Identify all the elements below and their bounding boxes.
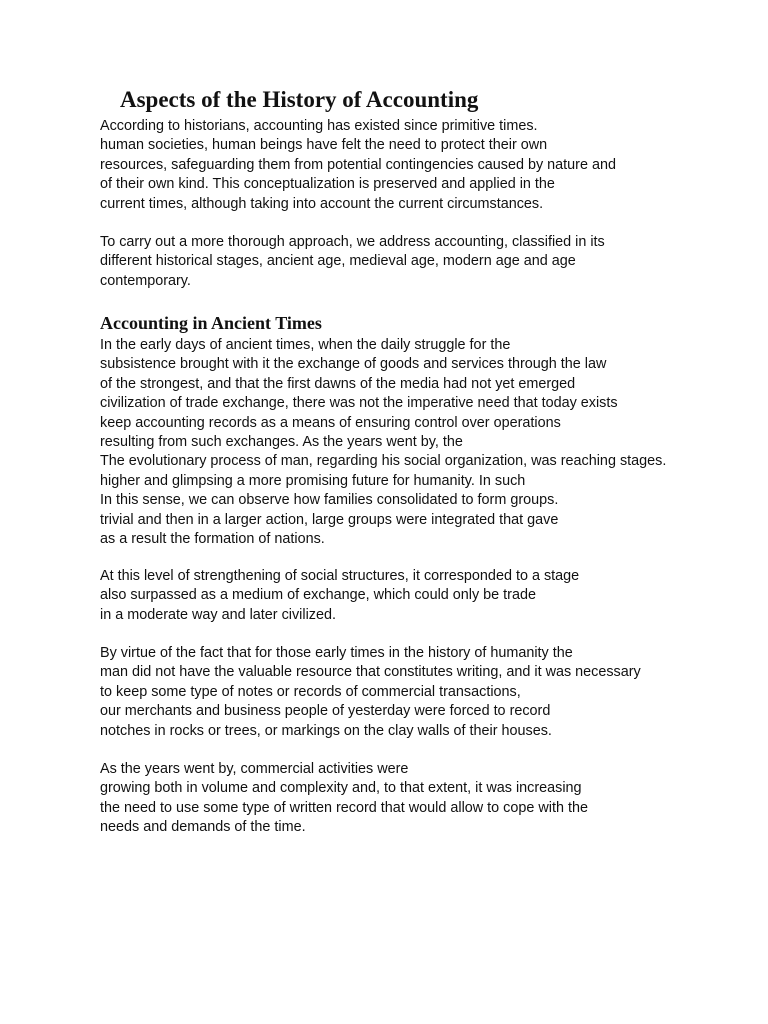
text-line: trivial and then in a larger action, large groups were integrated that gave [100, 511, 559, 528]
text-line: needs and demands of the time. [100, 819, 306, 836]
text-line: our merchants and business people of yesterday were forced to record [100, 703, 551, 720]
text-line: contemporary. [100, 272, 191, 289]
text-line: keep accounting records as a means of ensuring control over operations [100, 414, 561, 431]
section-heading-ancient-times: Accounting in Ancient Times [100, 313, 322, 333]
text-line: resulting from such exchanges. As the years went by, the [100, 434, 463, 451]
document-title: Aspects of the History of Accounting [120, 87, 479, 112]
text-line: As the years went by, commercial activities were [100, 761, 409, 777]
text-line: By virtue of the fact that for those early times in the history of humanity the [100, 645, 573, 661]
text-line: of the strongest, and that the first dawns of the media had not yet emerged [100, 375, 576, 392]
text-line: also surpassed as a medium of exchange, which could only be trade [100, 587, 536, 604]
text-line: growing both in volume and complexity and, to that extent, it was increasing [100, 780, 582, 797]
text-line: notches in rocks or trees, or markings on the clay walls of their houses. [100, 722, 552, 739]
text-line: At this level of strengthening of social structures, it corresponded to a stage [100, 568, 580, 584]
text-line: resources, safeguarding them from potential contingencies caused by nature and [100, 156, 616, 173]
text-line: civilization of trade exchange, there was not the imperative need that today exists [100, 395, 618, 412]
text-line: different historical stages, ancient age, medieval age, modern age and age [100, 253, 576, 270]
intro-paragraph-1 [100, 117, 616, 214]
text-line: In the early days of ancient times, when the daily struggle for the [100, 337, 511, 353]
text-line: In this sense, we can observe how families consolidated to form groups. [100, 492, 559, 509]
intro-paragraph-2 [100, 233, 605, 291]
text-line: current times, although taking into account the current circumstances. [100, 195, 544, 212]
text-line: of their own kind. This conceptualization is preserved and applied in the [100, 176, 555, 193]
text-line: man did not have the valuable resource that constitutes writing, and it was necessary [100, 664, 641, 681]
text-line: in a moderate way and later civilized. [100, 606, 336, 623]
text-line: According to historians, accounting has existed since primitive times. [100, 118, 538, 134]
text-line: to keep some type of notes or records of commercial transactions, [100, 683, 521, 700]
ancient-paragraph-3 [100, 644, 641, 741]
ancient-paragraph-2 [100, 567, 579, 625]
ancient-paragraph-4 [100, 760, 588, 838]
text-line: as a result the formation of nations. [100, 531, 325, 548]
ancient-paragraph-1 [100, 336, 666, 549]
text-line: human societies, human beings have felt the need to protect their own [100, 137, 548, 154]
text-line: The evolutionary process of man, regarding his social organization, was reaching stages. [100, 453, 667, 470]
text-line: subsistence brought with it the exchange of goods and services through the law [100, 356, 607, 373]
text-line: the need to use some type of written record that would allow to cope with the [100, 799, 588, 816]
text-line: To carry out a more thorough approach, we address accounting, classified in its [100, 234, 605, 250]
text-line: higher and glimpsing a more promising future for humanity. In such [100, 472, 526, 489]
